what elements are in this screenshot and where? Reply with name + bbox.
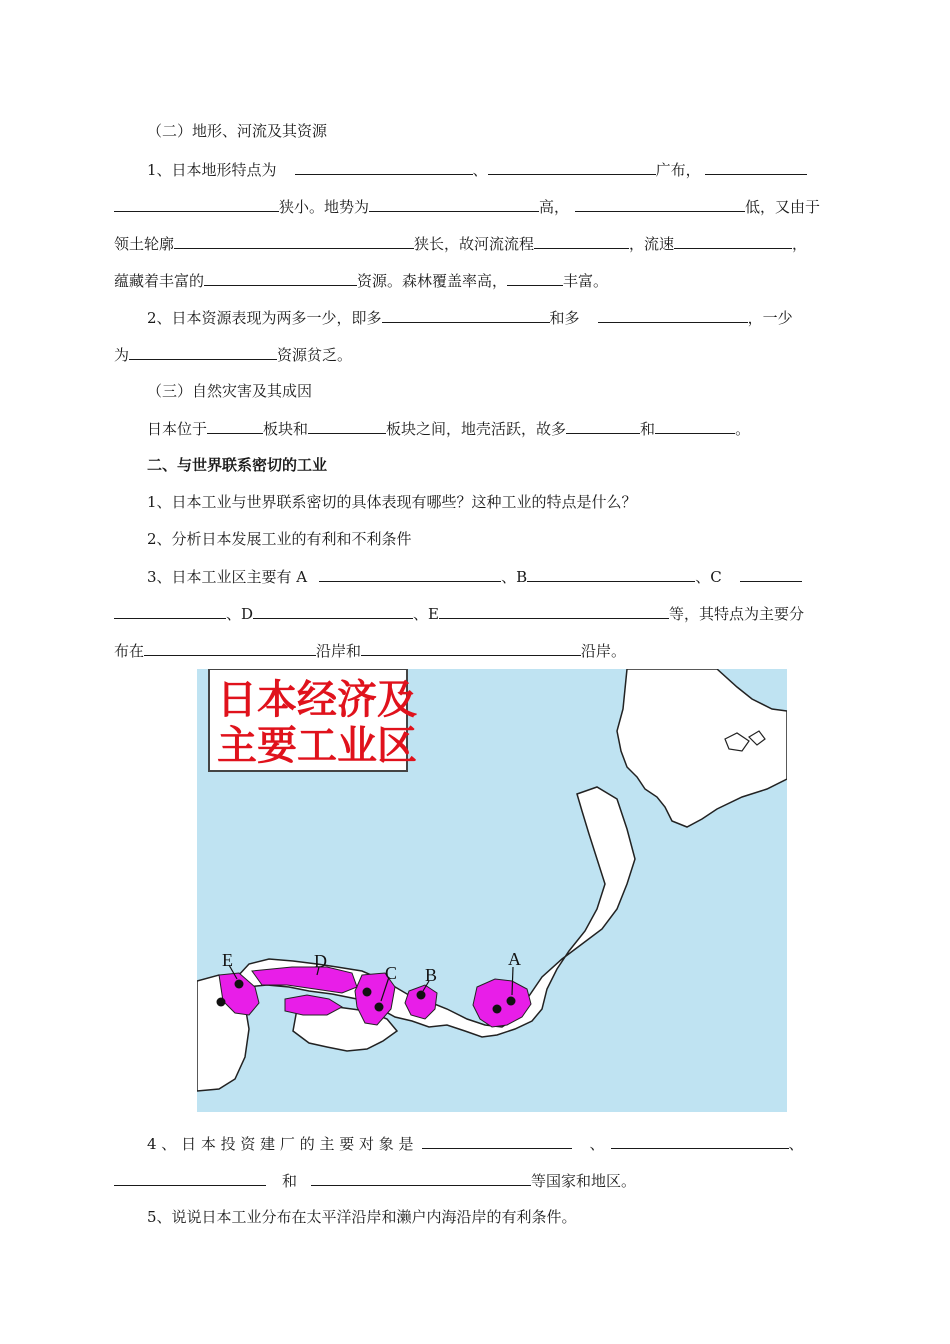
answer-blank[interactable]	[527, 566, 695, 582]
answer-blank[interactable]	[174, 233, 414, 249]
answer-blank[interactable]	[114, 1170, 266, 1186]
answer-blank[interactable]	[204, 270, 357, 286]
answer-blank[interactable]	[575, 196, 745, 212]
question-text: 高，	[539, 198, 570, 216]
question-terrain-line-4	[114, 270, 608, 291]
question-text: 日本位于	[147, 420, 208, 438]
question-text: 蕴藏着丰富的	[114, 272, 205, 290]
question-text: 领土轮廓	[114, 235, 175, 253]
question-text: 和	[282, 1172, 298, 1190]
answer-blank[interactable]	[534, 233, 629, 249]
question-text: 和多	[549, 309, 580, 327]
question-industry-3-line-3	[114, 640, 626, 661]
answer-blank[interactable]	[295, 159, 473, 175]
question-text: 、C	[695, 568, 722, 586]
answer-blank[interactable]	[308, 418, 386, 434]
question-coastal-advantages: 5、说说日本工业分布在太平洋沿岸和濑户内海沿岸的有利条件。	[147, 1208, 577, 1226]
question-text: 资源。森林覆盖率高，	[357, 272, 508, 290]
answer-blank[interactable]	[369, 196, 539, 212]
question-text: ，一少	[747, 309, 793, 327]
answer-blank[interactable]	[114, 603, 226, 619]
answer-blank[interactable]	[144, 640, 316, 656]
answer-blank[interactable]	[114, 196, 279, 212]
question-text: 板块之间，地壳活跃，故多	[386, 420, 567, 438]
question-text: 、B	[501, 568, 528, 586]
question-industry-3-line-2	[114, 603, 804, 624]
question-text: 为	[114, 346, 130, 364]
answer-blank[interactable]	[488, 159, 656, 175]
answer-blank[interactable]	[566, 418, 640, 434]
answer-blank[interactable]	[507, 270, 563, 286]
question-resources-line-2	[114, 344, 352, 365]
answer-blank[interactable]	[439, 603, 669, 619]
question-text: 狭小。地势为	[279, 198, 370, 216]
map-label-e: E	[222, 950, 233, 970]
city-dot	[493, 1005, 502, 1014]
answer-blank[interactable]	[361, 640, 581, 656]
answer-blank[interactable]	[611, 1133, 789, 1149]
city-dot	[363, 988, 372, 997]
question-terrain-line-3	[114, 233, 807, 254]
question-text: 沿岸。	[581, 642, 627, 660]
section-heading-disasters: （三）自然灾害及其成因	[147, 382, 313, 400]
answer-blank[interactable]	[655, 418, 735, 434]
city-dot	[417, 991, 426, 1000]
question-text: ，	[792, 235, 808, 253]
question-text: 2、日本资源表现为两多一少，即多	[147, 309, 382, 327]
city-dot	[217, 998, 226, 1007]
map-title-line-1: 日本经济及	[217, 677, 417, 723]
question-text: 低，又由于	[745, 198, 821, 216]
answer-blank[interactable]	[598, 307, 748, 323]
question-terrain-line-1	[147, 159, 807, 180]
question-text: 布在	[114, 642, 145, 660]
question-industry-1: 1、日本工业与世界联系密切的具体表现有哪些？这种工业的特点是什么？	[147, 493, 637, 511]
map-label-b: B	[425, 965, 438, 985]
question-text: 等国家和地区。	[531, 1172, 637, 1190]
map-label-d: D	[314, 951, 327, 971]
question-text: 、	[472, 161, 488, 179]
question-text: 、E	[413, 605, 439, 623]
section-heading-terrain: （二）地形、河流及其资源	[147, 122, 328, 140]
question-industry-3-line-1	[147, 566, 802, 587]
question-disasters	[147, 418, 750, 439]
answer-blank[interactable]	[422, 1133, 572, 1149]
question-text: 板块和	[263, 420, 309, 438]
question-resources-line-1	[147, 307, 793, 328]
city-dot	[375, 1003, 384, 1012]
question-industry-2: 2、分析日本发展工业的有利和不利条件	[147, 530, 412, 548]
answer-blank[interactable]	[674, 233, 792, 249]
question-text: 、	[589, 1135, 605, 1153]
question-text: 、	[788, 1135, 804, 1153]
question-text: 。	[735, 420, 751, 438]
map-label-a: A	[508, 949, 521, 969]
question-text: 等，其特点为主要分	[668, 605, 804, 623]
map-title-line-2: 主要工业区	[217, 723, 417, 769]
question-text: 丰富。	[563, 272, 609, 290]
part-heading-industry: 二、与世界联系密切的工业	[147, 456, 328, 474]
answer-blank[interactable]	[311, 1170, 531, 1186]
question-text: 资源贫乏。	[277, 346, 353, 364]
city-dot	[507, 997, 516, 1006]
answer-blank[interactable]	[207, 418, 263, 434]
question-text: 广布，	[655, 161, 701, 179]
question-text: 、D	[226, 605, 254, 623]
city-dot	[235, 980, 244, 989]
question-text: 沿岸和	[316, 642, 362, 660]
answer-blank[interactable]	[319, 566, 501, 582]
answer-blank[interactable]	[740, 566, 802, 582]
question-text: 3、日本工业区主要有 A	[147, 568, 308, 586]
answer-blank[interactable]	[382, 307, 550, 323]
question-text: ，流速	[629, 235, 675, 253]
map-label-c: C	[385, 963, 398, 983]
question-terrain-line-2	[114, 196, 820, 217]
answer-blank[interactable]	[129, 344, 277, 360]
question-text: 4 、 日 本 投 资 建 厂 的 主 要 对 象 是	[147, 1135, 414, 1153]
question-text: 和	[640, 420, 656, 438]
japan-industry-map	[197, 669, 787, 1112]
question-text: 1、日本地形特点为	[147, 161, 277, 179]
question-text: 狭长，故河流流程	[414, 235, 535, 253]
question-investment-line-1	[147, 1133, 804, 1154]
question-investment-line-2	[114, 1170, 636, 1191]
answer-blank[interactable]	[705, 159, 807, 175]
answer-blank[interactable]	[253, 603, 413, 619]
